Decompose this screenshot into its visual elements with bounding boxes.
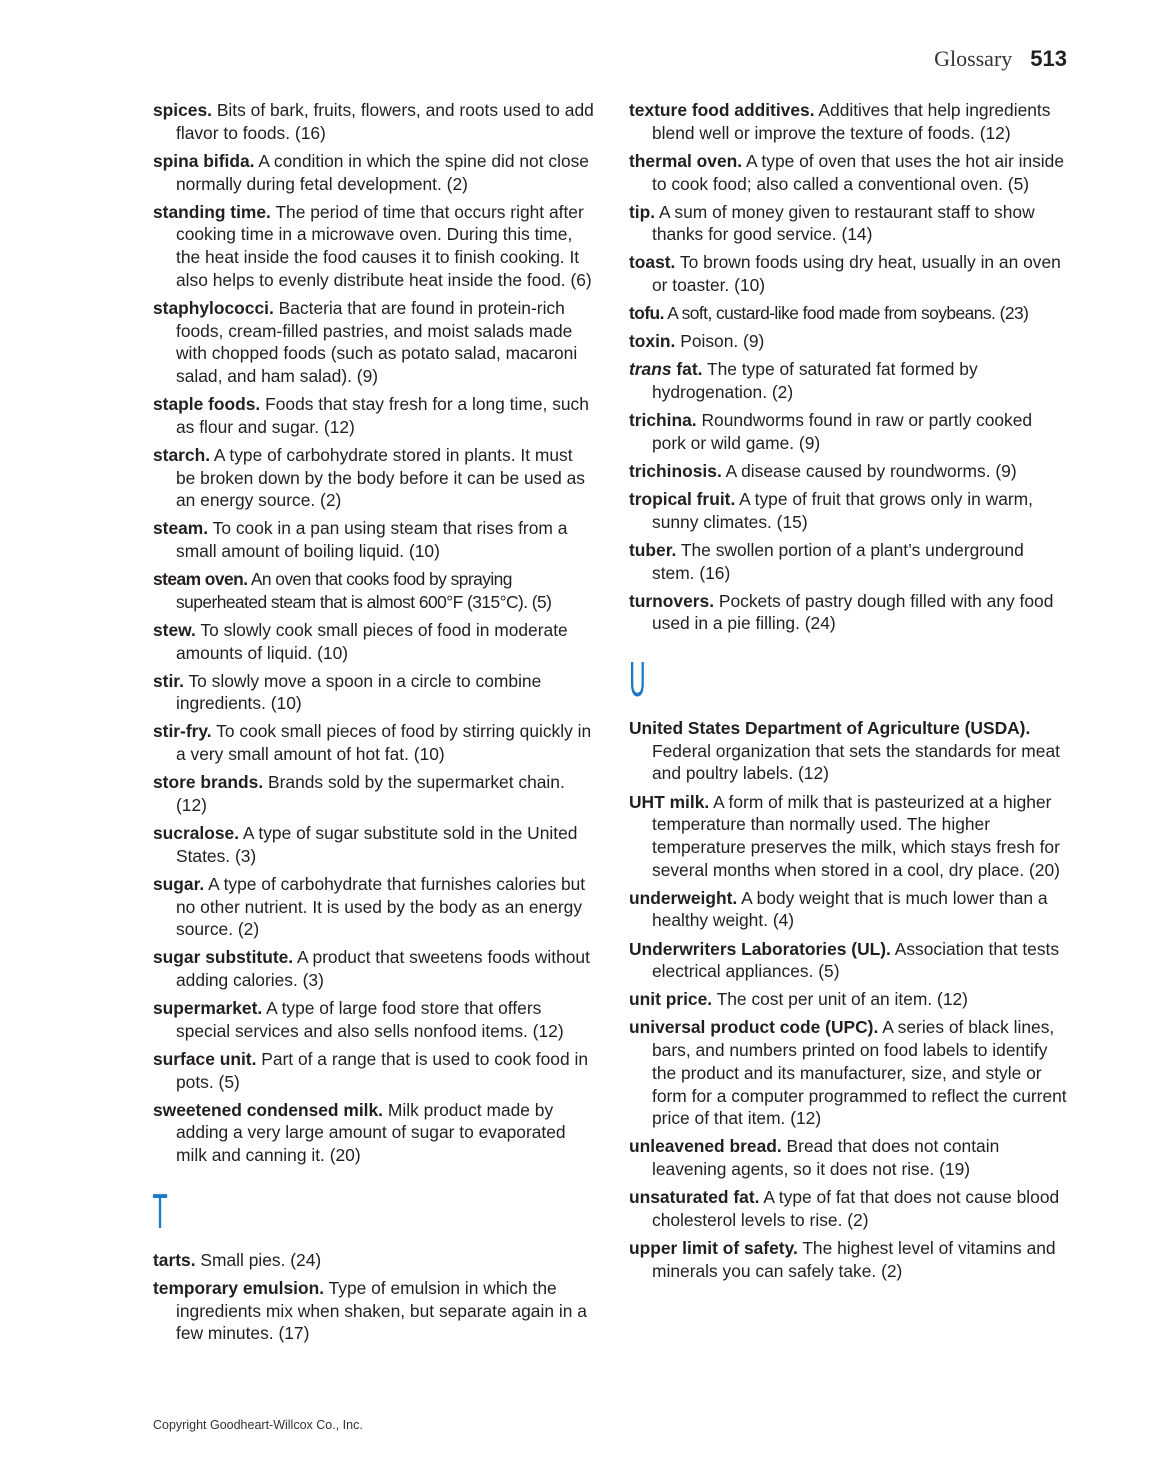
glossary-term — [629, 939, 891, 959]
glossary-entry — [153, 444, 595, 512]
glossary-entry — [153, 619, 595, 664]
glossary-definition: Pockets of pastry dough filled with any food used in a pie filling. (24) — [652, 590, 1054, 634]
glossary-term-text: underweight. — [629, 887, 738, 908]
glossary-term-text: tropical fruit. — [629, 489, 736, 510]
glossary-term — [153, 874, 204, 894]
glossary-left-column — [153, 99, 595, 1350]
glossary-entry — [629, 791, 1069, 882]
glossary-definition: Small pies. (24) — [200, 1249, 322, 1270]
glossary-entry — [629, 409, 1069, 454]
glossary-term — [153, 671, 184, 691]
glossary-term-text: spices. — [153, 100, 212, 120]
glossary-entry — [153, 1048, 595, 1093]
glossary-term-text: spina bifida. — [153, 150, 255, 171]
glossary-definition: A body weight that is much lower than a healthy weight. (4) — [652, 887, 1048, 931]
page-header — [934, 46, 1067, 72]
glossary-definition: Milk product made by adding a very large amount of sugar to evaporated milk and canning it. (20) — [176, 1099, 566, 1166]
glossary-term-text: upper limit of safety. — [629, 1237, 798, 1258]
glossary-entry — [629, 150, 1069, 195]
glossary-term-text: unsaturated fat. — [629, 1187, 760, 1208]
glossary-definition: To slowly cook small pieces of food in moderate amounts of liquid. (10) — [176, 619, 568, 663]
glossary-term — [629, 303, 664, 323]
glossary-entry — [629, 1237, 1069, 1282]
glossary-definition: A type of fruit that grows only in warm, sunny climates. (15) — [652, 489, 1033, 532]
glossary-entry — [153, 1277, 595, 1345]
glossary-entry — [153, 568, 595, 613]
glossary-term-text: steam oven. — [153, 569, 248, 590]
glossary-definition: A soft, custard-like food made from soybeans. (23) — [667, 303, 1029, 324]
glossary-definition: The period of time that occurs right after cooking time in a microwave oven. During this time, the heat inside the food causes it to finish cooking. It also helps to evenly distribute heat inside the food. (6) — [176, 201, 592, 290]
glossary-definition: To cook in a pan using steam that rises from a small amount of boiling liquid. (10) — [176, 518, 568, 561]
glossary-entry — [629, 590, 1069, 635]
glossary-definition: Additives that help ingredients blend well or improve the texture of foods. (12) — [652, 100, 1051, 143]
glossary-term — [153, 151, 254, 171]
glossary-term-text: texture food additives. — [629, 100, 815, 120]
glossary-definition: Bread that does not contain leavening agents, so it does not rise. (19) — [652, 1136, 1000, 1180]
glossary-term — [629, 331, 675, 351]
glossary-term — [153, 823, 239, 843]
glossary-term — [629, 252, 675, 272]
glossary-term-text: store brands. — [153, 772, 264, 793]
glossary-entry — [629, 887, 1069, 932]
glossary-term-text: tofu. — [629, 303, 664, 324]
glossary-entry — [153, 297, 595, 388]
page-number: 513 — [1030, 46, 1067, 71]
glossary-term — [629, 489, 735, 509]
glossary-term-text: tuber. — [629, 539, 677, 560]
glossary-term — [629, 1187, 759, 1207]
glossary-definition: A series of black lines, bars, and numbers printed on food labels to identify the product and its manufacturer, size, and style or form for a computer programmed to reflect the current price of that item. (12) — [652, 1017, 1067, 1129]
glossary-term-text: sugar. — [153, 873, 205, 894]
glossary-entry — [629, 358, 1069, 403]
glossary-definition: A type of sugar substitute sold in the United States. (3) — [176, 823, 578, 866]
glossary-definition: A type of oven that uses the hot air inside to cook food; also called a conventional oven. (5) — [652, 150, 1065, 194]
glossary-term-text: toast. — [629, 252, 676, 273]
glossary-term-text: UHT milk. — [629, 791, 710, 812]
glossary-entry — [629, 99, 1069, 144]
glossary-entry — [629, 1186, 1069, 1231]
glossary-term — [629, 540, 676, 560]
glossary-definition: To brown foods using dry heat, usually in an oven or toaster. (10) — [652, 252, 1061, 296]
glossary-definition: A type of carbohydrate stored in plants. It must be broken down by the body before it can be used as an energy source. (2) — [176, 444, 585, 511]
glossary-entry — [153, 201, 595, 292]
glossary-definition: Foods that stay fresh for a long time, such as flour and sugar. (12) — [176, 394, 589, 437]
glossary-entry — [629, 539, 1069, 584]
glossary-term — [629, 1238, 798, 1258]
glossary-entry — [153, 720, 595, 765]
glossary-term-text: steam. — [153, 518, 209, 539]
glossary-definition: The highest level of vitamins and minerals you can safely take. (2) — [652, 1237, 1056, 1281]
glossary-entry — [153, 1249, 595, 1272]
glossary-entry — [629, 1135, 1069, 1180]
glossary-term-text: turnovers. — [629, 590, 715, 611]
glossary-definition: A disease caused by roundworms. (9) — [725, 460, 1017, 481]
glossary-definition: Poison. (9) — [680, 331, 765, 352]
glossary-definition: A product that sweetens foods without adding calories. (3) — [176, 947, 590, 991]
glossary-definition: Roundworms found in raw or partly cooked pork or wild game. (9) — [652, 410, 1033, 453]
glossary-term — [629, 792, 709, 812]
glossary-term-text: United States Department of Agriculture (USDA). — [629, 718, 1031, 739]
glossary-definition: To cook small pieces of food by stirring quickly in a very small amount of hot fat. (10) — [176, 721, 592, 765]
copyright-footer: Copyright Goodheart-Willcox Co., Inc. — [153, 1418, 363, 1432]
glossary-definition: Type of emulsion in which the ingredients mix when shaken, but separate again in a few minutes. (17) — [176, 1277, 587, 1344]
glossary-definition: To slowly move a spoon in a circle to combine ingredients. (10) — [176, 670, 542, 714]
glossary-term — [629, 1136, 782, 1156]
glossary-entry — [153, 670, 595, 715]
glossary-definition: A condition in which the spine did not close normally during fetal development. (2) — [176, 150, 589, 194]
glossary-entry — [629, 717, 1069, 785]
glossary-term-text: universal product code (UPC). — [629, 1017, 879, 1038]
glossary-term-text: fat. — [671, 359, 703, 380]
glossary-term — [153, 947, 293, 967]
glossary-term — [153, 1250, 196, 1270]
glossary-term-text: stir-fry. — [153, 721, 212, 742]
glossary-term — [153, 772, 263, 792]
glossary-entry — [629, 488, 1069, 533]
glossary-term-text: staphylococci. — [153, 297, 274, 318]
glossary-definition: A sum of money given to restaurant staff to show thanks for good service. (14) — [652, 201, 1035, 245]
glossary-entry — [629, 251, 1069, 296]
glossary-entry — [629, 460, 1069, 483]
glossary-term-text: unit price. — [629, 989, 713, 1010]
glossary-entry — [629, 330, 1069, 353]
glossary-entry — [629, 302, 1069, 325]
glossary-definition: A type of carbohydrate that furnishes calories but no other nutrient. It is used by the body as an energy source. (2) — [176, 873, 586, 940]
glossary-term-text: sugar substitute. — [153, 947, 294, 968]
glossary-definition: Brands sold by the supermarket chain. (12) — [176, 772, 565, 815]
glossary-term — [629, 591, 714, 611]
glossary-term-text: tarts. — [153, 1249, 196, 1270]
glossary-term — [153, 100, 212, 120]
glossary-definition: The swollen portion of a plant’s underground stem. (16) — [652, 539, 1024, 583]
glossary-entry — [629, 1016, 1069, 1130]
glossary-term-text: stir. — [153, 670, 184, 691]
glossary-term-text: Underwriters Laboratories (UL). — [629, 938, 891, 959]
glossary-entry — [153, 997, 595, 1042]
glossary-definition: A form of milk that is pasteurized at a higher temperature than normally used. The higher temperature preserves the milk, which stays fresh for several months when stored in a cool, dry place. (20) — [652, 791, 1060, 880]
glossary-term-text: stew. — [153, 619, 196, 640]
glossary-term — [629, 359, 702, 379]
glossary-term-italic: trans — [629, 359, 672, 380]
glossary-term — [153, 721, 212, 741]
glossary-definition: Part of a range that is used to cook food in pots. (5) — [176, 1048, 589, 1092]
glossary-term-text: trichina. — [629, 410, 697, 431]
glossary-term — [629, 461, 722, 481]
glossary-term-text: staple foods. — [153, 394, 261, 414]
glossary-definition: An oven that cooks food by spraying superheated steam that is almost 600°F (315°C). (5) — [176, 569, 552, 612]
glossary-term — [629, 989, 712, 1009]
glossary-term — [629, 1017, 878, 1037]
glossary-definition: Bacteria that are found in protein-rich foods, cream-filled pastries, and moist salads made with chopped foods (such as potato salad, macaroni salad, and ham salad). (9) — [176, 297, 578, 386]
glossary-entry — [153, 771, 595, 816]
glossary-term — [629, 888, 737, 908]
glossary-term-text: toxin. — [629, 331, 676, 352]
glossary-term — [153, 1278, 324, 1298]
glossary-entry — [153, 822, 595, 867]
glossary-entry — [629, 201, 1069, 246]
glossary-term-text: supermarket. — [153, 998, 263, 1019]
glossary-entry — [153, 517, 595, 562]
glossary-entry — [153, 99, 595, 144]
glossary-term — [153, 620, 196, 640]
glossary-entry — [629, 988, 1069, 1011]
glossary-term — [153, 569, 247, 589]
running-title: Glossary — [934, 46, 1013, 71]
glossary-term-text: standing time. — [153, 201, 271, 222]
glossary-term — [629, 202, 655, 222]
glossary-definition: Association that tests electrical appliances. (5) — [652, 938, 1060, 982]
glossary-term-text: tip. — [629, 201, 656, 222]
glossary-term-text: surface unit. — [153, 1048, 257, 1069]
glossary-definition: A type of large food store that offers special services and also sells nonfood items. (12) — [176, 998, 564, 1041]
glossary-term — [153, 445, 210, 465]
glossary-term-text: starch. — [153, 444, 211, 465]
glossary-entry — [153, 150, 595, 195]
glossary-term — [153, 298, 274, 318]
glossary-term — [153, 1049, 256, 1069]
glossary-entry — [153, 393, 595, 438]
glossary-term — [153, 394, 260, 414]
glossary-definition: Federal organization that sets the standards for meat and poultry labels. (12) — [652, 740, 1060, 784]
glossary-term — [629, 718, 1030, 738]
glossary-entry — [153, 946, 595, 991]
glossary-term — [629, 410, 697, 430]
glossary-term-text: temporary emulsion. — [153, 1277, 325, 1298]
glossary-term — [153, 998, 262, 1018]
glossary-definition: The type of saturated fat formed by hydrogenation. (2) — [652, 359, 978, 403]
glossary-term-text: sweetened condensed milk. — [153, 1099, 384, 1120]
glossary-right-column — [629, 99, 1069, 1288]
glossary-term-text: trichinosis. — [629, 460, 722, 481]
section-letter-heading: T — [153, 1184, 168, 1239]
section-letter-heading: U — [629, 653, 646, 708]
glossary-term — [153, 202, 271, 222]
glossary-entry — [629, 938, 1069, 983]
glossary-definition: Bits of bark, fruits, flowers, and roots used to add flavor to foods. (16) — [176, 100, 594, 143]
glossary-term-text: unleavened bread. — [629, 1136, 782, 1157]
glossary-term — [629, 151, 742, 171]
glossary-term — [629, 100, 815, 120]
glossary-term — [153, 518, 208, 538]
glossary-entry — [153, 1099, 595, 1167]
glossary-term — [153, 1100, 383, 1120]
glossary-definition: The cost per unit of an item. (12) — [716, 989, 968, 1010]
glossary-definition: A type of fat that does not cause blood cholesterol levels to rise. (2) — [652, 1187, 1060, 1230]
glossary-term-text: sucralose. — [153, 823, 240, 844]
glossary-term-text: thermal oven. — [629, 150, 743, 171]
glossary-entry — [153, 873, 595, 941]
